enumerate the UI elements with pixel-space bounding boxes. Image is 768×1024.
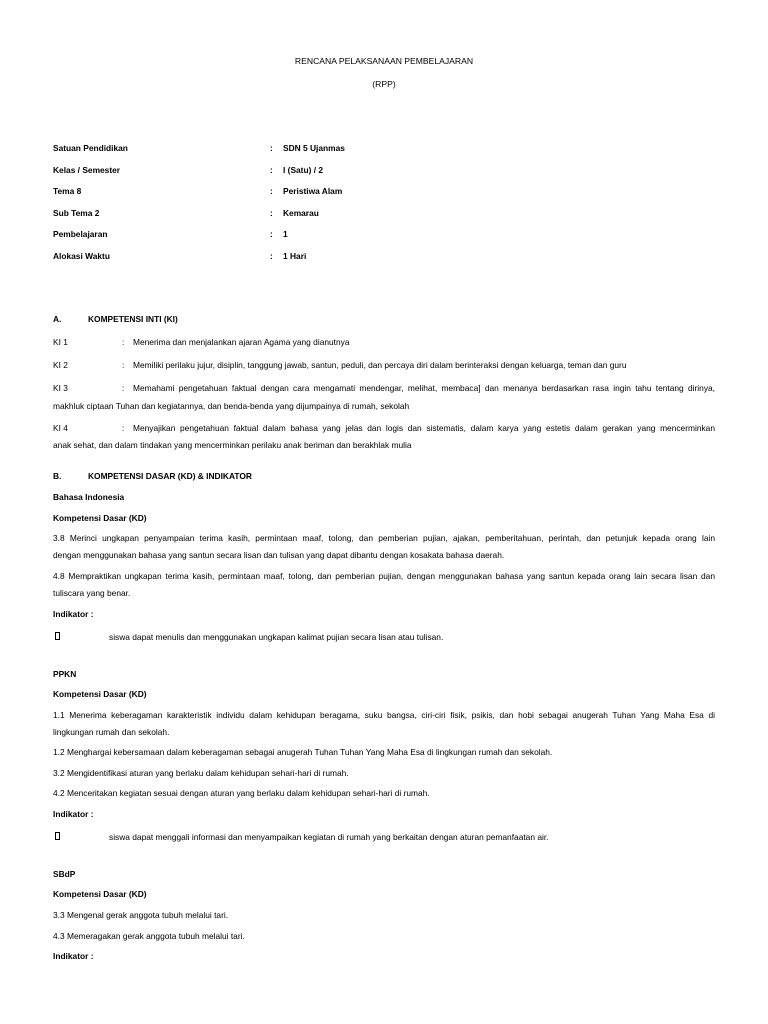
identity-separator: : xyxy=(270,251,273,261)
subject-heading: SBdP xyxy=(53,869,76,879)
document-subtitle: (RPP) xyxy=(372,79,396,89)
identity-separator: : xyxy=(270,229,273,239)
kd-item: 4.2 Menceritakan kegiatan sesuai dengan aturan yang berlaku dalam kehidupan sehari-hari di rumah. xyxy=(53,788,430,798)
kd-item: 3.3 Mengenal gerak anggota tubuh melalui tari. xyxy=(53,910,229,920)
bullet-icon xyxy=(55,632,60,640)
ki-separator: : xyxy=(122,383,125,393)
ki-text: Menerima dan menjalankan ajaran Agama yang dianutnya xyxy=(133,337,350,347)
document-title: RENCANA PELAKSANAAN PEMBELAJARAN xyxy=(294,56,474,66)
ki-code: KI 3 xyxy=(53,383,68,393)
ki-separator: : xyxy=(122,423,125,433)
section-a-letter: A. xyxy=(53,314,62,324)
indikator-heading: Indikator : xyxy=(53,951,94,961)
kd-item: 3.2 Mengidentifikasi aturan yang berlaku dalam kehidupan sehari-hari di rumah. xyxy=(53,768,349,778)
bullet-icon xyxy=(55,832,60,840)
identity-separator: : xyxy=(270,208,273,218)
kd-heading: Kompetensi Dasar (KD) xyxy=(53,889,147,899)
identity-value: I (Satu) / 2 xyxy=(283,165,324,175)
identity-separator: : xyxy=(270,186,273,196)
identity-value: Kemarau xyxy=(283,208,319,218)
kd-heading: Kompetensi Dasar (KD) xyxy=(53,689,147,699)
ki-code: KI 2 xyxy=(53,360,68,370)
kd-item-continued: dengan menggunakan bahasa yang santun secara lisan dan tulisan yang dapat dibantu dengan kosakata bahasa daerah. xyxy=(53,550,505,560)
kd-item-continued: lingkungan rumah dan sekolah. xyxy=(53,727,170,737)
subject-heading: PPKN xyxy=(53,669,77,679)
section-b-heading: KOMPETENSI DASAR (KD) & INDIKATOR xyxy=(88,471,252,481)
ki-separator: : xyxy=(122,337,125,347)
indikator-item: siswa dapat menulis dan menggunakan ungkapan kalimat pujian secara lisan atau tulisan. xyxy=(109,632,444,642)
ki-text-continued: makhluk ciptaan Tuhan dan kegiatannya, dan benda-benda yang dijumpainya di rumah, sekolah xyxy=(53,401,410,411)
indikator-item: siswa dapat menggali informasi dan menyampaikan kegiatan di rumah yang berkaitan dengan aturan pemanfaatan air. xyxy=(109,832,549,842)
identity-label: Sub Tema 2 xyxy=(53,208,100,218)
identity-value: 1 xyxy=(283,229,288,239)
identity-label: Kelas / Semester xyxy=(53,165,121,175)
section-a-heading: KOMPETENSI INTI (KI) xyxy=(88,314,178,324)
kd-item: 4.8 Mempraktikan ungkapan terima kasih, permintaan maaf, tolong, dan pemberian pujian, dengan menggunakan bahasa yang santun kepada orang lain secara lisan dan xyxy=(53,571,715,581)
identity-label: Alokasi Waktu xyxy=(53,251,110,261)
identity-label: Satuan Pendidikan xyxy=(53,143,128,153)
kd-item: 4.3 Memeragakan gerak anggota tubuh melalui tari. xyxy=(53,931,245,941)
kd-heading: Kompetensi Dasar (KD) xyxy=(53,513,147,523)
identity-value: Peristiwa Alam xyxy=(283,186,343,196)
kd-item: 3.8 Merinci ungkapan penyampaian terima kasih, permintaan maaf, tolong, dan pemberian pujian, ajakan, pemberitahuan, perintah, dan petunjuk kepada orang lain xyxy=(53,533,715,543)
subject-heading: Bahasa Indonesia xyxy=(53,492,125,502)
section-b-letter: B. xyxy=(53,471,62,481)
identity-separator: : xyxy=(270,143,273,153)
identity-label: Pembelajaran xyxy=(53,229,108,239)
ki-text: Menyajikan pengetahuan faktual dalam bahasa yang jelas dan logis dan sistematis, dalam karya yang estetis dalam gerakan yang mencerminkan xyxy=(133,423,715,433)
kd-item: 1.2 Menghargai kebersamaan dalam keberagaman sebagai anugerah Tuhan Tuhan Yang Maha Esa di lingkungan rumah dan sekolah. xyxy=(53,747,553,757)
ki-code: KI 1 xyxy=(53,337,68,347)
identity-label: Tema 8 xyxy=(53,186,82,196)
kd-item-continued: tuliscara yang benar. xyxy=(53,588,131,598)
ki-text-continued: anak sehat, dan dalam tindakan yang mencerminkan perilaku anak beriman dan berakhlak mulia xyxy=(53,440,412,450)
ki-text: Memiliki perilaku jujur, disiplin, tanggung jawab, santun, peduli, dan percaya diri dalam berinteraksi dengan keluarga, teman dan guru xyxy=(133,360,627,370)
ki-text: Memahami pengetahuan faktual dengan cara mengamati mendengar, melihat, membaca] dan menanya berdasarkan rasa ingin tahu tentang dirinya, xyxy=(133,383,715,393)
ki-separator: : xyxy=(122,360,125,370)
indikator-heading: Indikator : xyxy=(53,609,94,619)
ki-code: KI 4 xyxy=(53,423,68,433)
identity-separator: : xyxy=(270,165,273,175)
kd-item: 1.1 Menerima keberagaman karakteristik individu dalam kehidupan beragama, suku bangsa, ciri-ciri fisik, psikis, dan hobi sebagai anugerah Tuhan Yang Maha Esa di xyxy=(53,710,715,720)
indikator-heading: Indikator : xyxy=(53,809,94,819)
identity-value: 1 Hari xyxy=(283,251,307,261)
identity-value: SDN 5 Ujanmas xyxy=(283,143,345,153)
